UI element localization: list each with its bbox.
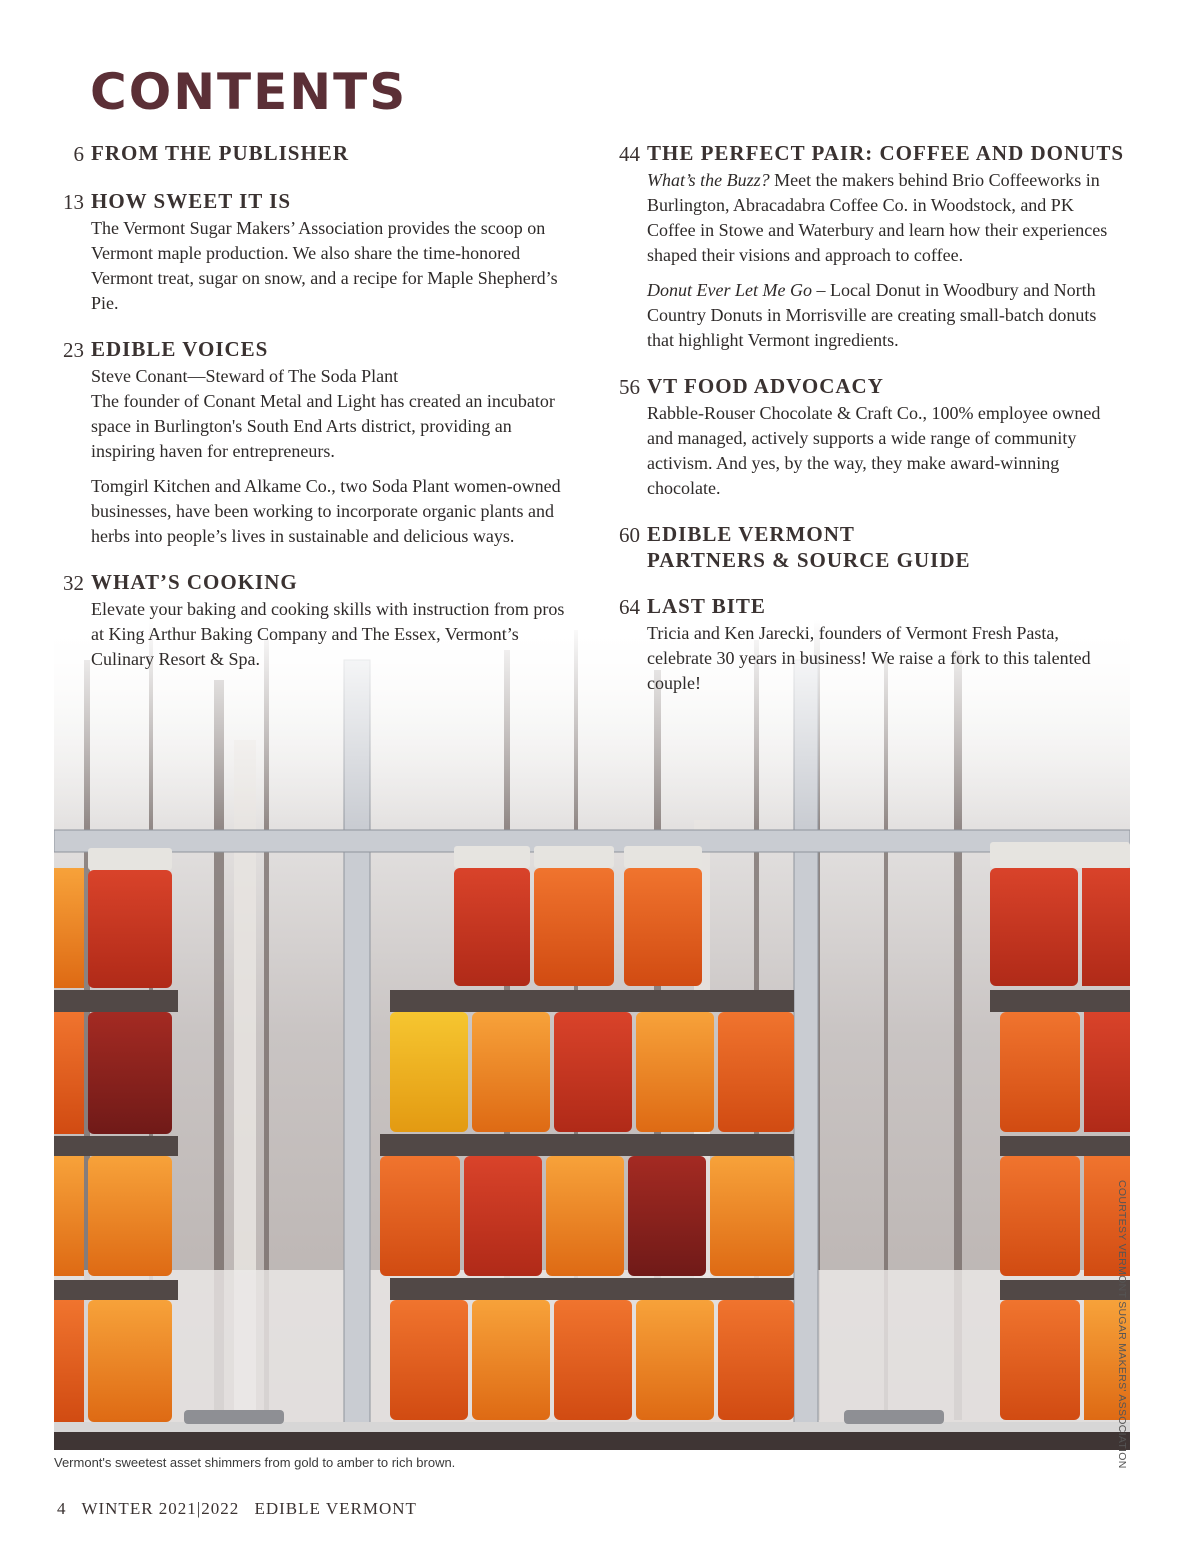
footer-magazine: EDIBLE VERMONT bbox=[254, 1499, 417, 1518]
page-number: 64 bbox=[619, 595, 640, 619]
section-description: Tricia and Ken Jarecki, founders of Vermont Fresh Pasta, celebrate 30 years in business! We raise a fork to this talented couple! bbox=[647, 623, 1091, 693]
toc-entry-edible-voices[interactable] bbox=[48, 336, 578, 549]
footer-issue: WINTER 2021|2022 bbox=[81, 1499, 240, 1518]
page-number: 13 bbox=[63, 190, 84, 214]
photo-caption: Vermont's sweetest asset shimmers from gold to amber to rich brown. bbox=[54, 1455, 456, 1470]
section-description bbox=[647, 278, 1124, 353]
story-blurb: – Local Donut in Woodbury and North Country Donuts in Morrisville are creating small-batch donuts that highlight Vermont ingredients. bbox=[647, 280, 1097, 350]
page-number: 44 bbox=[619, 142, 640, 166]
contents-right-column bbox=[604, 140, 1124, 716]
section-title[interactable]: VT FOOD ADVOCACY bbox=[647, 374, 884, 398]
toc-entry-whats-cooking[interactable] bbox=[48, 569, 578, 672]
toc-entry-partners[interactable] bbox=[604, 521, 1124, 573]
toc-entry-perfect-pair[interactable] bbox=[604, 140, 1124, 353]
page-number: 6 bbox=[73, 142, 84, 166]
section-title[interactable]: WHAT’S COOKING bbox=[91, 570, 298, 594]
page-number: 23 bbox=[63, 338, 84, 362]
story-title: Donut Ever Let Me Go bbox=[647, 280, 812, 300]
section-title[interactable]: EDIBLE VOICES bbox=[91, 337, 269, 361]
contents-left-column bbox=[48, 140, 578, 692]
section-description bbox=[647, 168, 1124, 268]
section-title[interactable]: THE PERFECT PAIR: COFFEE AND DONUTS bbox=[647, 141, 1125, 165]
toc-entry-last-bite[interactable] bbox=[604, 593, 1124, 696]
story-title: What’s the Buzz? bbox=[647, 170, 770, 190]
photo-credit: COURTESY VERMONT SUGAR MAKERS' ASSOCIATION bbox=[1116, 1180, 1128, 1469]
page-number: 32 bbox=[63, 571, 84, 595]
section-title[interactable]: EDIBLE VERMONT PARTNERS & SOURCE GUIDE bbox=[647, 522, 971, 572]
section-description: Rabble-Rouser Chocolate & Craft Co., 100% employee owned and managed, actively supports a wide range of community activism. And yes, by the way, they make award-winning chocolate. bbox=[647, 403, 1101, 498]
maple-syrup-jars-photo bbox=[54, 620, 1130, 1450]
page-footer bbox=[57, 1499, 427, 1519]
page-title: CONTENTS bbox=[90, 63, 408, 121]
page-number: 60 bbox=[619, 523, 640, 547]
section-title[interactable]: HOW SWEET IT IS bbox=[91, 189, 292, 213]
footer-page-number: 4 bbox=[57, 1499, 67, 1518]
toc-entry-publisher[interactable] bbox=[48, 140, 578, 168]
section-description: Elevate your baking and cooking skills with instruction from pros at King Arthur Baking Company and The Essex, Vermont’s Culinary Resort & Spa. bbox=[91, 599, 565, 669]
section-title[interactable]: LAST BITE bbox=[647, 594, 766, 618]
section-subtitle: Steve Conant—Steward of The Soda Plant bbox=[91, 366, 399, 386]
toc-entry-how-sweet[interactable] bbox=[48, 188, 578, 316]
section-description: The founder of Conant Metal and Light has created an incubator space in Burlington's South End Arts district, providing an inspiring haven for entrepreneurs. bbox=[91, 391, 555, 461]
section-title[interactable]: FROM THE PUBLISHER bbox=[91, 141, 349, 165]
story-blurb: Meet the makers behind Brio Coffeeworks in Burlington, Abracadabra Coffee Co. in Woodstock, and PK Coffee in Stowe and Waterbury and learn how their experiences shaped their visions and approach to coffee. bbox=[647, 170, 1108, 265]
section-description: Tomgirl Kitchen and Alkame Co., two Soda Plant women-owned businesses, have been working to incorporate organic plants and herbs into people’s lives in sustainable and delicious ways. bbox=[91, 476, 561, 546]
toc-entry-food-advocacy[interactable] bbox=[604, 373, 1124, 501]
section-description: The Vermont Sugar Makers’ Association provides the scoop on Vermont maple production. We also share the time-honored Vermont treat, sugar on snow, and a recipe for Maple Shepherd’s Pie. bbox=[91, 218, 558, 313]
page-number: 56 bbox=[619, 375, 640, 399]
